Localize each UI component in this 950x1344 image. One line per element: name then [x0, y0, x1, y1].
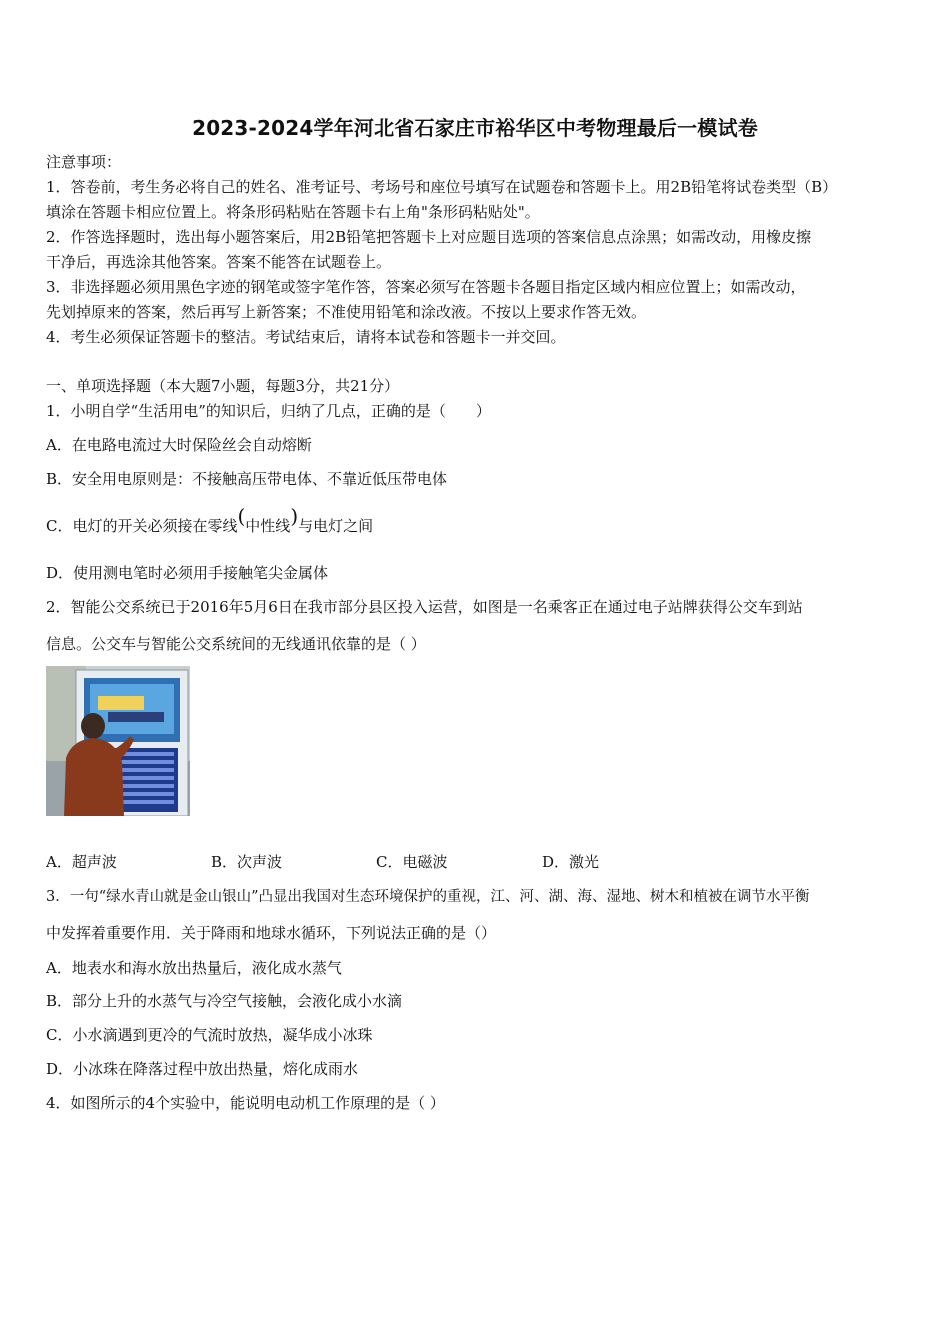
q3-option-a[interactable]: A．地表水和海水放出热量后，液化成水蒸气 [46, 959, 342, 977]
q3-option-d[interactable]: D．小冰珠在降落过程中放出热量，熔化成雨水 [46, 1060, 359, 1078]
q3-option-c[interactable]: C．小水滴遇到更冷的气流时放热，凝华成小冰珠 [46, 1026, 373, 1044]
q2-option-d[interactable]: D．激光 [542, 853, 600, 871]
q1-option-a[interactable]: A．在电路电流过大时保险丝会自动熔断 [46, 436, 312, 454]
question-2-stem-line1: 2．智能公交系统已于2016年5月6日在我市部分县区投入运营，如图是一名乘客正在通过电子站牌获得公交车到站 [46, 598, 803, 616]
q2-option-c[interactable]: C．电磁波 [376, 853, 448, 871]
paren-open: ( [237, 504, 246, 528]
notice-line: 先划掉原来的答案，然后再写上新答案；不准使用铅笔和涂改液。不按以上要求作答无效。 [46, 303, 647, 321]
q1-option-c-tail: 与电灯之间 [298, 517, 374, 535]
q2-option-a[interactable]: A．超声波 [46, 853, 117, 871]
notice-line: 干净后，再选涂其他答案。答案不能答在试题卷上。 [46, 253, 392, 271]
q2-option-b[interactable]: B．次声波 [211, 853, 283, 871]
page-title: 2023-2024学年河北省石家庄市裕华区中考物理最后一模试卷 [192, 116, 758, 140]
q1-option-b[interactable]: B．安全用电原则是：不接触高压带电体、不靠近低压带电体 [46, 470, 448, 488]
q3-option-b[interactable]: B．部分上升的水蒸气与冷空气接触，会液化成小水滴 [46, 992, 403, 1010]
notice-line: 4．考生必须保证答题卡的整洁。考试结束后，请将本试卷和答题卡一并交回。 [46, 328, 566, 346]
question-2-stem-line2: 信息。公交车与智能公交系统间的无线通讯依靠的是（ ） [46, 635, 426, 653]
notice-line: 3．非选择题必须用黑色字迹的钢笔或签字笔作答，答案必须写在答题卡各题目指定区域内相应位置上；如需改动， [46, 278, 806, 296]
section-heading: 一、单项选择题（本大题7小题，每题3分，共21分） [46, 377, 400, 395]
notice-line: 2．作答选择题时，选出每小题答案后，用2B铅笔把答题卡上对应题目选项的答案信息点涂黑；如需改动，用橡皮擦 [46, 228, 812, 246]
notice-line: 填涂在答题卡相应位置上。将条形码粘贴在答题卡右上角"条形码粘贴处"。 [46, 203, 540, 221]
notice-heading: 注意事项： [46, 153, 122, 171]
question-1-stem: 1．小明自学“生活用电”的知识后，归纳了几点，正确的是（ ） [46, 402, 491, 420]
question-3-stem-line2: 中发挥着重要作用．关于降雨和地球水循环，下列说法正确的是（） [46, 924, 497, 942]
q1-option-c[interactable] [46, 504, 374, 536]
paren-close: ) [290, 504, 299, 528]
question-4-stem: 4．如图所示的4个实验中，能说明电动机工作原理的是（ ） [46, 1094, 445, 1112]
q1-option-c-mid: 中性线 [245, 517, 291, 535]
bus-stop-photo [46, 666, 190, 816]
q1-option-d[interactable]: D．使用测电笔时必须用手接触笔尖金属体 [46, 564, 329, 582]
question-3-stem-line1: 3．一句“绿水青山就是金山银山”凸显出我国对生态环境保护的重视，江、河、湖、海、湿地、树木和植被在调节水平衡 [46, 889, 810, 905]
notice-line: 1．答卷前，考生务必将自己的姓名、准考证号、考场号和座位号填写在试题卷和答题卡上。用2B铅笔将试卷类型（B） [46, 178, 838, 196]
q1-option-c-text: C．电灯的开关必须接在零线 [46, 517, 238, 535]
